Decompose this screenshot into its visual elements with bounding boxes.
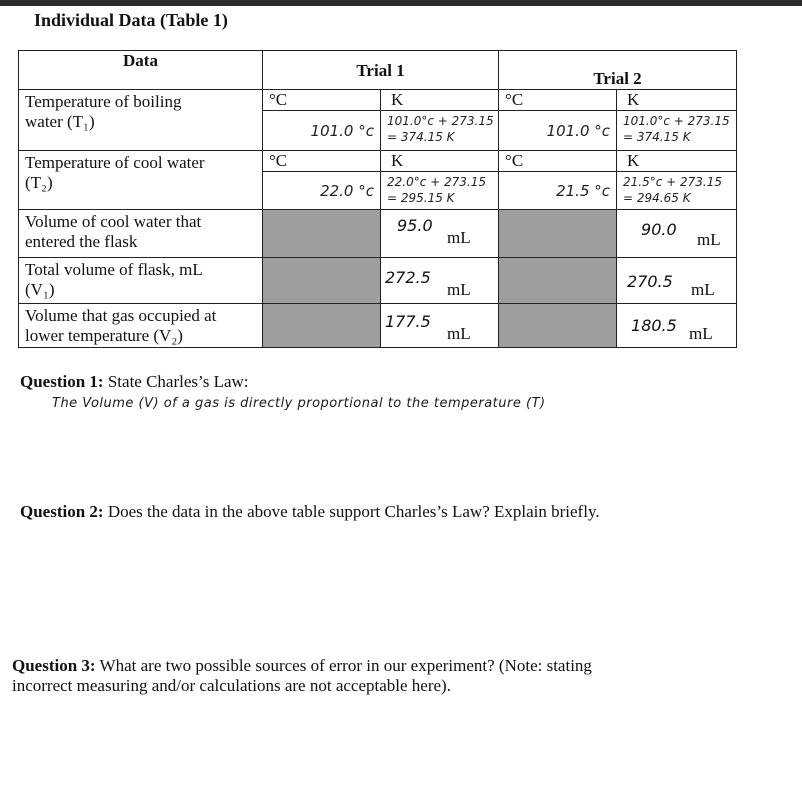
- v1-trial2-value: 270.5: [627, 272, 673, 291]
- v1-trial1-shaded: [263, 258, 381, 304]
- t2-label-line2: (T₂): [25, 173, 53, 192]
- t1-trial2-kelvin-line2: = 374.15 K: [623, 130, 691, 144]
- question-2-label: Question 2:: [20, 502, 104, 521]
- v2-trial2-shaded: [499, 304, 617, 348]
- cool-volume-label-line1: Volume of cool water that: [25, 212, 202, 231]
- question-1-answer: The Volume (V) of a gas is directly proportional to the temperature (T): [52, 396, 546, 411]
- t1-trial1-celsius: 101.0 °c: [263, 111, 381, 151]
- cool-volume-trial2-value: 90.0: [641, 220, 677, 239]
- v1-row: [19, 258, 737, 304]
- data-table: [18, 50, 737, 348]
- t1-trial1-kelvin: [381, 111, 499, 151]
- t1-label-line1: Temperature of boiling: [25, 92, 182, 111]
- t2-trial1-celsius-unit: °C: [263, 151, 381, 172]
- t1-trial1-kelvin-unit: K: [381, 90, 499, 111]
- t2-trial2-kelvin-line1: 21.5°c + 273.15: [623, 175, 723, 189]
- question-1-label: Question 1:: [20, 372, 104, 391]
- question-1: [20, 372, 249, 392]
- t2-trial1-kelvin-unit: K: [381, 151, 499, 172]
- v1-trial2-unit: mL: [691, 280, 715, 299]
- v2-trial1-value: 177.5: [385, 312, 431, 331]
- top-edge-bar: [0, 0, 802, 6]
- question-3-label: Question 3:: [12, 656, 96, 675]
- v1-label: [19, 258, 263, 304]
- t1-trial2-kelvin-line1: 101.0°c + 273.15: [623, 114, 730, 128]
- t2-trial2-celsius-unit: °C: [499, 151, 617, 172]
- v2-trial2-value: 180.5: [631, 316, 677, 335]
- cool-volume-trial2-cell: [617, 210, 737, 258]
- t1-trial2-celsius: 101.0 °c: [499, 111, 617, 151]
- cool-volume-trial1-value: 95.0: [397, 216, 433, 235]
- t2-unit-row: [19, 151, 737, 172]
- v2-trial2-cell: [617, 304, 737, 348]
- question-3: [12, 656, 592, 696]
- t2-trial2-celsius: 21.5 °c: [499, 172, 617, 210]
- t2-trial1-kelvin: [381, 172, 499, 210]
- v2-trial2-unit: mL: [689, 324, 713, 343]
- t2-label: [19, 151, 263, 210]
- question-1-text: State Charles’s Law:: [107, 372, 249, 391]
- header-trial2: Trial 2: [499, 51, 737, 90]
- v2-label-line1: Volume that gas occupied at: [25, 306, 217, 325]
- v1-trial1-cell: [381, 258, 499, 304]
- cool-volume-trial1-unit: mL: [447, 228, 471, 247]
- page-title: Individual Data (Table 1): [34, 10, 228, 30]
- t1-trial1-kelvin-line2: = 374.15 K: [387, 130, 455, 144]
- v2-trial1-shaded: [263, 304, 381, 348]
- t1-label: [19, 90, 263, 151]
- v2-label: [19, 304, 263, 348]
- t2-trial1-kelvin-line2: = 295.15 K: [387, 191, 455, 205]
- t2-label-line1: Temperature of cool water: [25, 153, 205, 172]
- t2-trial2-kelvin-line2: = 294.65 K: [623, 191, 691, 205]
- header-trial1: Trial 1: [263, 51, 499, 90]
- t2-trial1-kelvin-line1: 22.0°c + 273.15: [387, 175, 486, 189]
- question-3-text: What are two possible sources of error in our experiment? (Note: stating: [99, 656, 592, 675]
- question-3-line1: [12, 656, 592, 676]
- question-2-text: Does the data in the above table support Charles’s Law? Explain briefly.: [107, 502, 600, 521]
- cool-volume-row: [19, 210, 737, 258]
- t1-unit-row: [19, 90, 737, 111]
- t2-trial2-kelvin-unit: K: [617, 151, 737, 172]
- v2-trial1-cell: [381, 304, 499, 348]
- t1-label-line2: water (T₁): [25, 112, 95, 131]
- v1-label-line1: Total volume of flask, mL: [25, 260, 203, 279]
- header-row: [19, 51, 737, 90]
- t1-trial1-celsius-unit: °C: [263, 90, 381, 111]
- header-data: Data: [19, 51, 263, 90]
- v1-trial1-value: 272.5: [385, 268, 431, 287]
- v1-trial1-unit: mL: [447, 280, 471, 299]
- t1-trial1-kelvin-line1: 101.0°c + 273.15: [387, 114, 494, 128]
- cool-volume-trial2-unit: mL: [697, 230, 721, 249]
- v2-trial1-unit: mL: [447, 324, 471, 343]
- cool-volume-trial1-shaded: [263, 210, 381, 258]
- t1-trial2-celsius-unit: °C: [499, 90, 617, 111]
- cool-volume-label: [19, 210, 263, 258]
- t1-trial2-kelvin-unit: K: [617, 90, 737, 111]
- question-3-text-line2: incorrect measuring and/or calculations are not acceptable here).: [12, 676, 451, 695]
- v1-trial2-shaded: [499, 258, 617, 304]
- t2-trial2-kelvin: [617, 172, 737, 210]
- v2-row: [19, 304, 737, 348]
- t2-trial1-celsius: 22.0 °c: [263, 172, 381, 210]
- question-2: [20, 502, 600, 522]
- v1-label-line2: (V₁): [25, 280, 55, 299]
- v1-trial2-cell: [617, 258, 737, 304]
- cool-volume-trial1-cell: [381, 210, 499, 258]
- v2-label-line2: lower temperature (V₂): [25, 326, 183, 345]
- t1-trial2-kelvin: [617, 111, 737, 151]
- cool-volume-label-line2: entered the flask: [25, 232, 138, 251]
- cool-volume-trial2-shaded: [499, 210, 617, 258]
